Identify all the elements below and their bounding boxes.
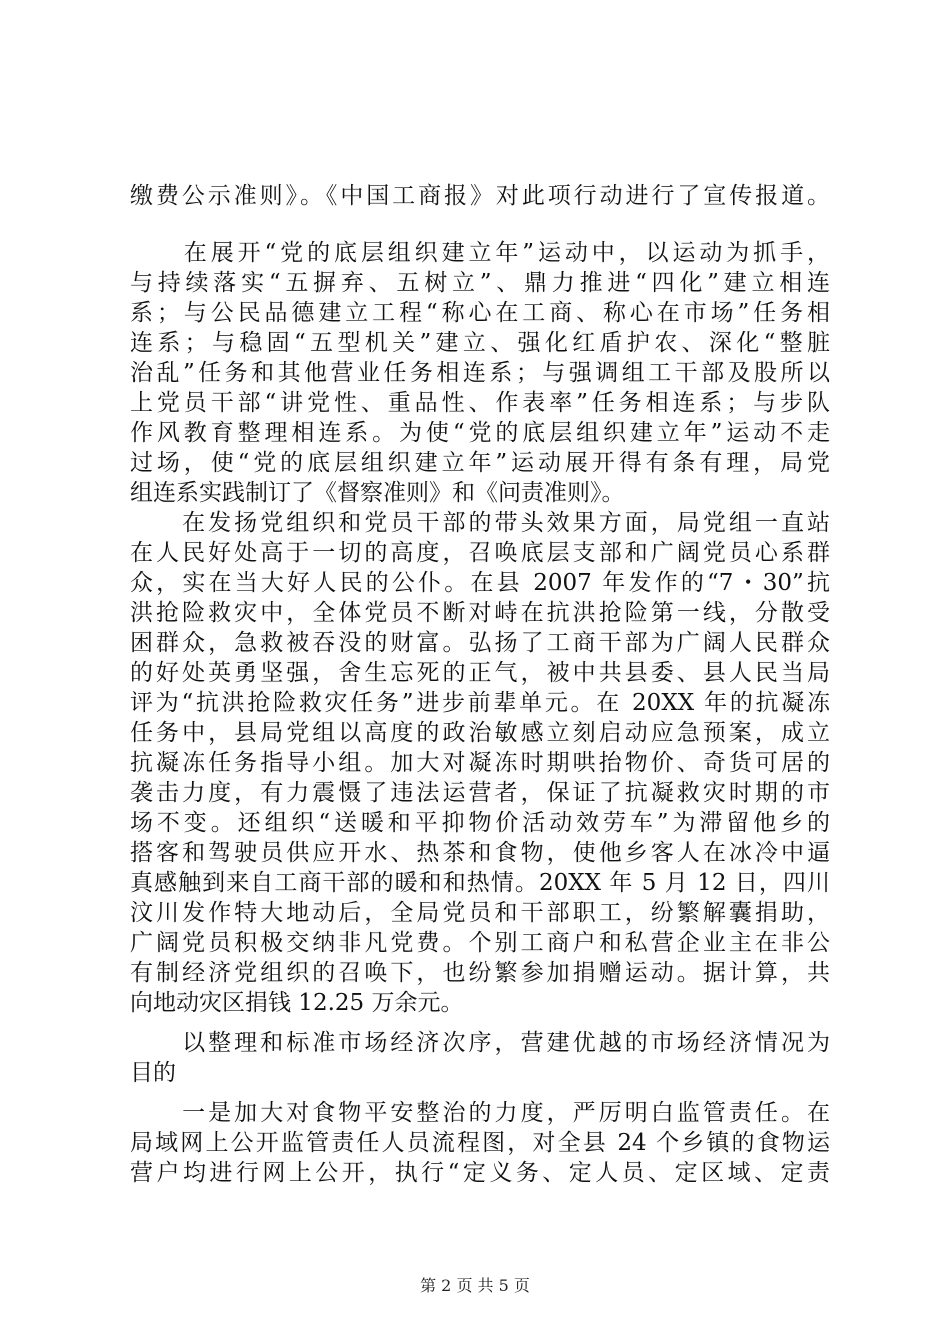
paragraph-line: 目的 [130,1060,176,1086]
page-number-footer: 第 2 页 共 5 页 [420,1276,530,1295]
paragraph-line: 向地动灾区捐钱 12.25 万余元。 [130,990,464,1016]
text-line: 缴费公示准则》。《中国工商报》对此项行动进行了宣传报道。 [130,183,830,209]
paragraph-line: 在人民好处高于一切的高度，召唤底层支部和广阔党员心系群 [130,540,830,566]
paragraph-line: 汶川发作特大地动后，全局党员和干部职工，纷繁解囊捐助， [130,900,830,926]
paragraph-line: 在发扬党组织和党员干部的带头效果方面，局党组一直站 [130,510,830,536]
paragraph-line: 困群众，急救被吞没的财富。弘扬了工商干部为广阔人民群众 [130,630,830,656]
paragraph-line: 系；与公民品德建立工程“称心在工商、称心在市场”任务相 [130,300,830,326]
paragraph-line: 众，实在当大好人民的公仆。在县 2007 年发作的“7・30”抗 [130,570,830,596]
paragraph-line: 广阔党员积极交纳非凡党费。个别工商户和私营企业主在非公 [130,930,830,956]
paragraph-line: 搭客和驾驶员供应开水、热茶和食物，使他乡客人在冰冷中逼 [130,840,830,866]
paragraph-line: 组连系实践制订了《督察准则》和《问责准则》。 [130,480,625,506]
paragraph-line: 洪抢险救灾中，全体党员不断对峙在抗洪抢险第一线，分散受 [130,600,830,626]
paragraph-line: 在展开“党的底层组织建立年”运动中，以运动为抓手， [130,240,830,266]
paragraph-line: 营户均进行网上公开，执行“定义务、定人员、定区域、定责 [130,1160,830,1186]
paragraph-line: 真感触到来自工商干部的暖和和热情。20XX 年 5 月 12 日，四川 [130,870,830,896]
paragraph-line: 作风教育整理相连系。为使“党的底层组织建立年”运动不走 [130,420,830,446]
paragraph-line: 连系；与稳固“五型机关”建立、强化红盾护农、深化“整脏 [130,330,830,356]
paragraph-line: 任务中，县局党组以高度的政治敏感立刻启动应急预案，成立 [130,720,830,746]
paragraph-line: 过场，使“党的底层组织建立年”运动展开得有条有理，局党 [130,450,830,476]
paragraph-line: 与持续落实“五摒弃、五树立”、鼎力推进“四化”建立相连 [130,270,830,296]
paragraph-line: 有制经济党组织的召唤下，也纷繁参加捐赠运动。据计算，共 [130,960,830,986]
paragraph-line: 局域网上公开监管责任人员流程图，对全县 24 个乡镇的食物运 [130,1130,830,1156]
paragraph-line: 一是加大对食物平安整治的力度，严厉明白监管责任。在 [130,1100,830,1126]
paragraph-line: 治乱”任务和其他营业任务相连系；与强调组工干部及股所以 [130,360,830,386]
paragraph-line: 上党员干部“讲党性、重品性、作表率”任务相连系；与步队 [130,390,830,416]
paragraph-line: 袭击力度，有力震慑了违法运营者，保证了抗凝救灾时期的市 [130,780,830,806]
paragraph-line: 场不变。还组织“送暖和平抑物价活动效劳车”为滞留他乡的 [130,810,830,836]
paragraph-line: 抗凝冻任务指导小组。加大对凝冻时期哄抬物价、奇货可居的 [130,750,830,776]
paragraph-line: 以整理和标准市场经济次序，营建优越的市场经济情况为 [130,1030,830,1056]
paragraph-line: 的好处英勇坚强，舍生忘死的正气，被中共县委、县人民当局 [130,660,830,686]
paragraph-line: 评为“抗洪抢险救灾任务”进步前辈单元。在 20XX 年的抗凝冻 [130,690,830,716]
